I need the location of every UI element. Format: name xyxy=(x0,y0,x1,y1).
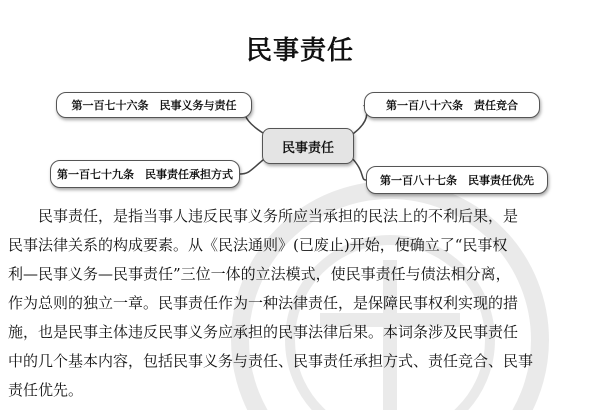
body-paragraph xyxy=(8,202,594,405)
mindmap-node-article-176: 第一百七十六条 民事义务与责任 xyxy=(56,92,252,118)
mindmap-center-node: 民事责任 xyxy=(262,128,354,164)
mindmap-node-article-187: 第一百八十七条 民事责任优先 xyxy=(366,166,548,194)
mindmap-node-article-179: 第一百七十九条 民事责任承担方式 xyxy=(50,160,240,188)
body-line: 施，也是民事主体违反民事义务应承担的民事法律后果。本词条涉及民事责任 xyxy=(8,323,519,341)
body-line: 责任优先。 xyxy=(8,381,84,399)
mindmap-node-article-186: 第一百八十六条 责任竞合 xyxy=(364,92,540,118)
page-title: 民事责任 xyxy=(245,36,354,66)
body-line: 利—民事义务—民事责任”三位一体的立法模式，使民事责任与债法相分离， xyxy=(8,265,511,283)
body-line: 中的几个基本内容，包括民事义务与责任、民事责任承担方式、责任竞合、民事 xyxy=(8,352,534,370)
body-line: 作为总则的独立一章。民事责任作为一种法律责任，是保障民事权利实现的措 xyxy=(8,294,519,312)
body-line: 民事法律关系的构成要素。从《民法通则》(已废止)开始，便确立了“民事权 xyxy=(8,236,508,254)
body-line: 民事责任，是指当事人违反民事义务所应当承担的民法上的不利后果，是 xyxy=(8,207,519,225)
